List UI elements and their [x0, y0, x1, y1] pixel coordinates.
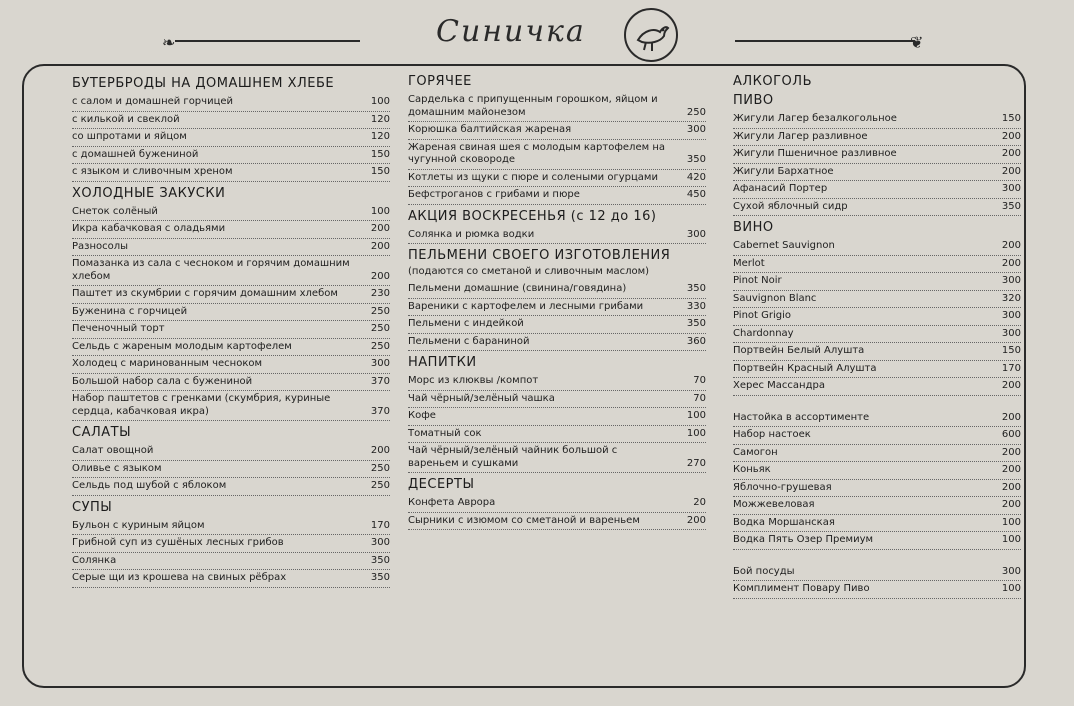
menu-item — [733, 146, 1021, 164]
menu-item-price: 200 — [370, 240, 390, 252]
menu-section — [733, 93, 1021, 216]
section-title: АКЦИЯ ВОСКРЕСЕНЬЯ (с 12 до 16) — [408, 208, 657, 224]
menu-item-name: Жигули Пшеничное разливное — [733, 148, 897, 159]
section-title: НАПИТКИ — [408, 355, 477, 370]
menu-item-price: 350 — [370, 554, 390, 566]
menu-section — [72, 76, 390, 182]
menu-item — [72, 256, 390, 286]
menu-item-price: 200 — [1001, 481, 1021, 493]
menu-item — [733, 129, 1021, 147]
menu-item-name: Сырники с изюмом со сметаной и вареньем — [408, 514, 640, 526]
menu-item-price: 200 — [1001, 257, 1021, 269]
menu-item-price: 200 — [1001, 464, 1021, 475]
menu-section — [72, 425, 390, 496]
menu-item — [72, 204, 390, 222]
menu-item — [72, 304, 390, 322]
menu-section — [733, 554, 1021, 599]
menu-item — [733, 564, 1021, 582]
menu-item-name: Комплимент Повару Пиво — [733, 583, 870, 594]
menu-item — [733, 462, 1021, 480]
menu-item-price: 300 — [1001, 327, 1021, 339]
section-title: ПЕЛЬМЕНИ СВОЕГО ИЗГОТОВЛЕНИЯ — [408, 248, 671, 263]
menu-item — [733, 480, 1021, 498]
menu-section — [72, 186, 390, 422]
menu-item-price: 350 — [686, 318, 706, 329]
menu-item-name: Разносолы — [72, 240, 129, 252]
menu-item-price: 230 — [370, 288, 390, 299]
menu-item-name: со шпротами и яйцом — [72, 131, 187, 142]
menu-item — [733, 164, 1021, 182]
menu-section — [408, 209, 706, 245]
menu-item-name: Чай чёрный/зелёный чашка — [408, 392, 555, 404]
menu-item — [733, 343, 1021, 361]
menu-item-price: 150 — [1001, 345, 1021, 356]
menu-item-name: Котлеты из щуки с пюре и солеными огурцами — [408, 171, 658, 183]
section-title: ВИНО — [733, 220, 774, 235]
menu-item-price: 350 — [1001, 200, 1021, 212]
menu-item — [408, 140, 706, 170]
menu-item-price: 20 — [693, 497, 706, 508]
menu-item-price: 200 — [370, 445, 390, 456]
menu-item — [72, 570, 390, 588]
section-title: ДЕСЕРТЫ — [408, 477, 475, 492]
menu-item-name: Кофе — [408, 410, 436, 421]
menu-item — [733, 427, 1021, 445]
menu-item-price: 120 — [370, 113, 390, 125]
menu-item-price: 350 — [686, 283, 706, 294]
menu-item-name: Серые щи из крошева на свиных рёбрах — [72, 572, 287, 583]
menu-item-name: Жигули Лагер безалкогольное — [733, 113, 897, 124]
menu-item-name: Cabernet Sauvignon — [733, 240, 835, 251]
menu-item — [72, 518, 390, 536]
menu-item-price: 200 — [1001, 130, 1021, 142]
menu-item — [408, 391, 706, 409]
menu-item — [72, 147, 390, 165]
menu-item-price: 70 — [693, 392, 706, 404]
menu-item-price: 350 — [370, 572, 390, 583]
menu-item-price: 200 — [370, 223, 390, 234]
menu-item-name: Жареная свиная шея с молодым картофелем на чугунной сковороде — [408, 141, 665, 165]
menu-item — [72, 374, 390, 392]
menu-item-name: Грибной суп из сушёных лесных грибов — [72, 537, 284, 548]
menu-item — [72, 356, 390, 374]
menu-item — [408, 495, 706, 513]
menu-item-price: 120 — [370, 131, 390, 142]
menu-item — [72, 321, 390, 339]
menu-column-1 — [72, 76, 390, 592]
menu-item — [733, 581, 1021, 599]
menu-item-price: 100 — [370, 205, 390, 217]
menu-item-price: 250 — [370, 323, 390, 334]
menu-item-price: 300 — [686, 124, 706, 135]
menu-item-price: 150 — [370, 148, 390, 160]
menu-item-name: Томатный сок — [408, 427, 482, 439]
menu-item-price: 100 — [1001, 583, 1021, 594]
menu-item — [408, 227, 706, 245]
menu-item-name: Паштет из скумбрии с горячим домашним хлебом — [72, 288, 338, 299]
menu-item-price: 100 — [1001, 534, 1021, 545]
menu-item — [72, 164, 390, 182]
menu-item — [733, 111, 1021, 129]
section-title: САЛАТЫ — [72, 425, 132, 440]
menu-item-price: 200 — [1001, 380, 1021, 391]
menu-item-name: Водка Пять Озер Премиум — [733, 534, 874, 545]
menu-item-name: Настойка в ассортименте — [733, 411, 870, 423]
section-title: СУПЫ — [72, 499, 113, 515]
menu-item-price: 350 — [686, 154, 706, 165]
menu-item-price: 200 — [370, 270, 390, 282]
menu-item — [733, 291, 1021, 309]
sprig-ornament-icon: ❧ — [162, 33, 176, 52]
menu-item-price: 250 — [370, 480, 390, 491]
menu-item — [72, 221, 390, 239]
menu-item-price: 200 — [686, 514, 706, 526]
menu-item-name: Жигули Бархатное — [733, 165, 834, 177]
menu-item — [733, 361, 1021, 379]
menu-item-name: Морс из клюквы /компот — [408, 375, 539, 386]
menu-item — [408, 513, 706, 531]
menu-item-name: Бульон с куриным яйцом — [72, 519, 205, 531]
menu-item-name: с килькой и свеклой — [72, 113, 180, 125]
menu-section — [733, 220, 1021, 396]
menu-item-price: 420 — [686, 171, 706, 183]
menu-item-name: с домашней бужениной — [72, 148, 199, 160]
menu-item-name: Оливье с языком — [72, 462, 162, 474]
sprig-ornament-icon: ❦ — [910, 33, 924, 52]
menu-item — [408, 122, 706, 140]
menu-item — [733, 326, 1021, 344]
menu-column-2 — [408, 74, 706, 534]
section-spacer — [733, 400, 1021, 410]
menu-section — [733, 400, 1021, 550]
menu-item-price: 200 — [1001, 165, 1021, 177]
menu-item-price: 370 — [370, 375, 390, 387]
menu-column-3 — [733, 74, 1021, 603]
menu-item-name: Merlot — [733, 257, 765, 269]
menu-item — [72, 112, 390, 130]
menu-section — [733, 74, 1021, 89]
menu-item — [408, 299, 706, 317]
menu-item — [72, 94, 390, 112]
menu-item — [733, 410, 1021, 428]
menu-item — [72, 339, 390, 357]
menu-item-name: Водка Моршанская — [733, 516, 835, 528]
menu-item-price: 170 — [370, 519, 390, 531]
menu-item — [72, 129, 390, 147]
menu-item — [733, 497, 1021, 515]
menu-item-name: Sauvignon Blanc — [733, 292, 817, 304]
menu-section — [408, 248, 706, 351]
menu-item — [408, 373, 706, 391]
menu-item-price: 320 — [1001, 292, 1021, 304]
menu-item — [408, 92, 706, 122]
menu-item-price: 300 — [686, 228, 706, 240]
menu-item-name: Портвейн Красный Алушта — [733, 362, 877, 374]
menu-item-price: 300 — [1001, 183, 1021, 194]
section-title: БУТЕРБРОДЫ НА ДОМАШНЕМ ХЛЕБЕ — [72, 76, 335, 91]
menu-item-price: 270 — [686, 457, 706, 469]
menu-item-price: 150 — [1001, 113, 1021, 124]
menu-item-name: Салат овощной — [72, 445, 154, 456]
menu-item-price: 330 — [686, 300, 706, 312]
brand-name: Синичка — [436, 14, 586, 49]
menu-item — [72, 535, 390, 553]
menu-item — [72, 553, 390, 571]
menu-section — [408, 74, 706, 205]
menu-header — [0, 0, 1074, 62]
menu-item — [408, 316, 706, 334]
menu-item-price: 300 — [370, 358, 390, 369]
menu-item — [733, 199, 1021, 217]
menu-item-price: 200 — [1001, 446, 1021, 458]
menu-item-name: Печеночный торт — [72, 323, 165, 334]
menu-item-name: Pinot Grigio — [733, 310, 792, 321]
menu-item — [408, 334, 706, 352]
menu-item-price: 250 — [370, 462, 390, 474]
section-title: ГОРЯЧЕЕ — [408, 74, 472, 89]
menu-item — [408, 408, 706, 426]
menu-item — [733, 308, 1021, 326]
menu-item-name: Буженина с горчицей — [72, 305, 188, 317]
menu-item — [733, 515, 1021, 533]
menu-item-name: Набор паштетов с гренками (скумбрия, куриные сердца, кабачковая икра) — [72, 393, 331, 417]
menu-item — [733, 445, 1021, 463]
menu-item-price: 250 — [370, 340, 390, 352]
menu-item-name: Холодец с маринованным чесноком — [72, 358, 263, 369]
menu-item — [72, 443, 390, 461]
menu-item-name: Пельмени с бараниной — [408, 335, 530, 347]
menu-item — [733, 238, 1021, 256]
menu-item-name: Пельмени с индейкой — [408, 318, 524, 329]
menu-item-price: 300 — [1001, 275, 1021, 286]
menu-item-name: Сельдь под шубой с яблоком — [72, 480, 227, 491]
menu-item-price: 250 — [686, 106, 706, 118]
menu-item-price: 200 — [1001, 148, 1021, 159]
menu-item-name: Набор настоек — [733, 429, 811, 440]
menu-item-price: 250 — [370, 305, 390, 317]
menu-item-name: Афанасий Портер — [733, 183, 828, 194]
menu-item-price: 300 — [370, 537, 390, 548]
menu-item-name: Икра кабачковая с оладьями — [72, 223, 226, 234]
menu-section — [408, 355, 706, 473]
menu-item-name: Можжевеловая — [733, 499, 815, 510]
menu-item-name: Бефстроганов с грибами и пюре — [408, 189, 580, 200]
menu-item-name: Бой посуды — [733, 565, 795, 577]
menu-item-name: Солянка — [72, 554, 117, 566]
menu-item-name: Солянка и рюмка водки — [408, 228, 535, 240]
menu-item-name: с салом и домашней горчицей — [72, 96, 234, 107]
section-title: АЛКОГОЛЬ — [733, 74, 812, 89]
menu-item — [408, 170, 706, 188]
menu-item-price: 200 — [1001, 240, 1021, 251]
menu-item-name: Сухой яблочный сидр — [733, 200, 848, 212]
menu-item-name: с языком и сливочным хреном — [72, 166, 233, 177]
menu-item — [72, 478, 390, 496]
header-divider-right — [735, 40, 915, 42]
section-note: (подаются со сметаной и сливочным маслом) — [408, 266, 650, 277]
menu-item — [408, 281, 706, 299]
menu-item-name: Снеток солёный — [72, 205, 158, 217]
menu-item — [408, 187, 706, 205]
menu-item-name: Чай чёрный/зелёный чайник большой с вареньем и сушками — [408, 445, 618, 469]
menu-item-name: Самогон — [733, 446, 778, 458]
menu-item-price: 150 — [370, 166, 390, 177]
menu-item — [733, 378, 1021, 396]
menu-item-name: Херес Массандра — [733, 380, 825, 391]
menu-item-name: Pinot Noir — [733, 275, 782, 286]
menu-item-name: Большой набор сала с бужениной — [72, 375, 253, 387]
menu-section — [408, 477, 706, 530]
menu-item-price: 100 — [1001, 516, 1021, 528]
menu-item-price: 300 — [1001, 310, 1021, 321]
menu-item — [72, 286, 390, 304]
section-title: ХОЛОДНЫЕ ЗАКУСКИ — [72, 185, 226, 201]
menu-item-price: 200 — [1001, 411, 1021, 423]
menu-section — [72, 500, 390, 588]
menu-item-price: 100 — [686, 427, 706, 439]
menu-item — [408, 426, 706, 444]
menu-item-name: Жигули Лагер разливное — [733, 130, 868, 142]
menu-item — [408, 443, 706, 473]
menu-item-price: 200 — [1001, 499, 1021, 510]
menu-item-price: 450 — [686, 189, 706, 200]
menu-item-name: Помазанка из сала с чесноком и горячим домашним хлебом — [72, 258, 350, 282]
menu-item-name: Коньяк — [733, 464, 771, 475]
menu-item-name: Chardonnay — [733, 327, 794, 339]
menu-item — [733, 181, 1021, 199]
menu-item-price: 170 — [1001, 362, 1021, 374]
menu-item-price: 70 — [693, 375, 706, 386]
menu-item-price: 360 — [686, 335, 706, 347]
menu-item-price: 370 — [370, 405, 390, 417]
bird-logo-icon — [624, 8, 678, 62]
section-title: ПИВО — [733, 93, 774, 108]
menu-item — [72, 461, 390, 479]
header-divider-left — [175, 40, 360, 42]
menu-item-name: Сарделька с припущенным горошком, яйцом и домашним майонезом — [408, 94, 658, 118]
menu-item-name: Пельмени домашние (свинина/говядина) — [408, 283, 627, 294]
menu-item-name: Портвейн Белый Алушта — [733, 345, 865, 356]
menu-item — [733, 532, 1021, 550]
menu-item-name: Яблочно-грушевая — [733, 481, 832, 493]
menu-item-name: Корюшка балтийская жареная — [408, 124, 572, 135]
menu-item-price: 600 — [1001, 429, 1021, 440]
menu-item — [72, 391, 390, 421]
menu-item — [72, 239, 390, 257]
menu-item-price: 100 — [686, 410, 706, 421]
menu-item-price: 300 — [1001, 565, 1021, 577]
menu-item-name: Конфета Аврора — [408, 497, 496, 508]
menu-item — [733, 273, 1021, 291]
menu-item-name: Вареники с картофелем и лесными грибами — [408, 300, 644, 312]
menu-item-name: Сельдь с жареным молодым картофелем — [72, 340, 292, 352]
menu-item-price: 100 — [370, 96, 390, 107]
menu-item — [733, 256, 1021, 274]
section-spacer — [733, 554, 1021, 564]
